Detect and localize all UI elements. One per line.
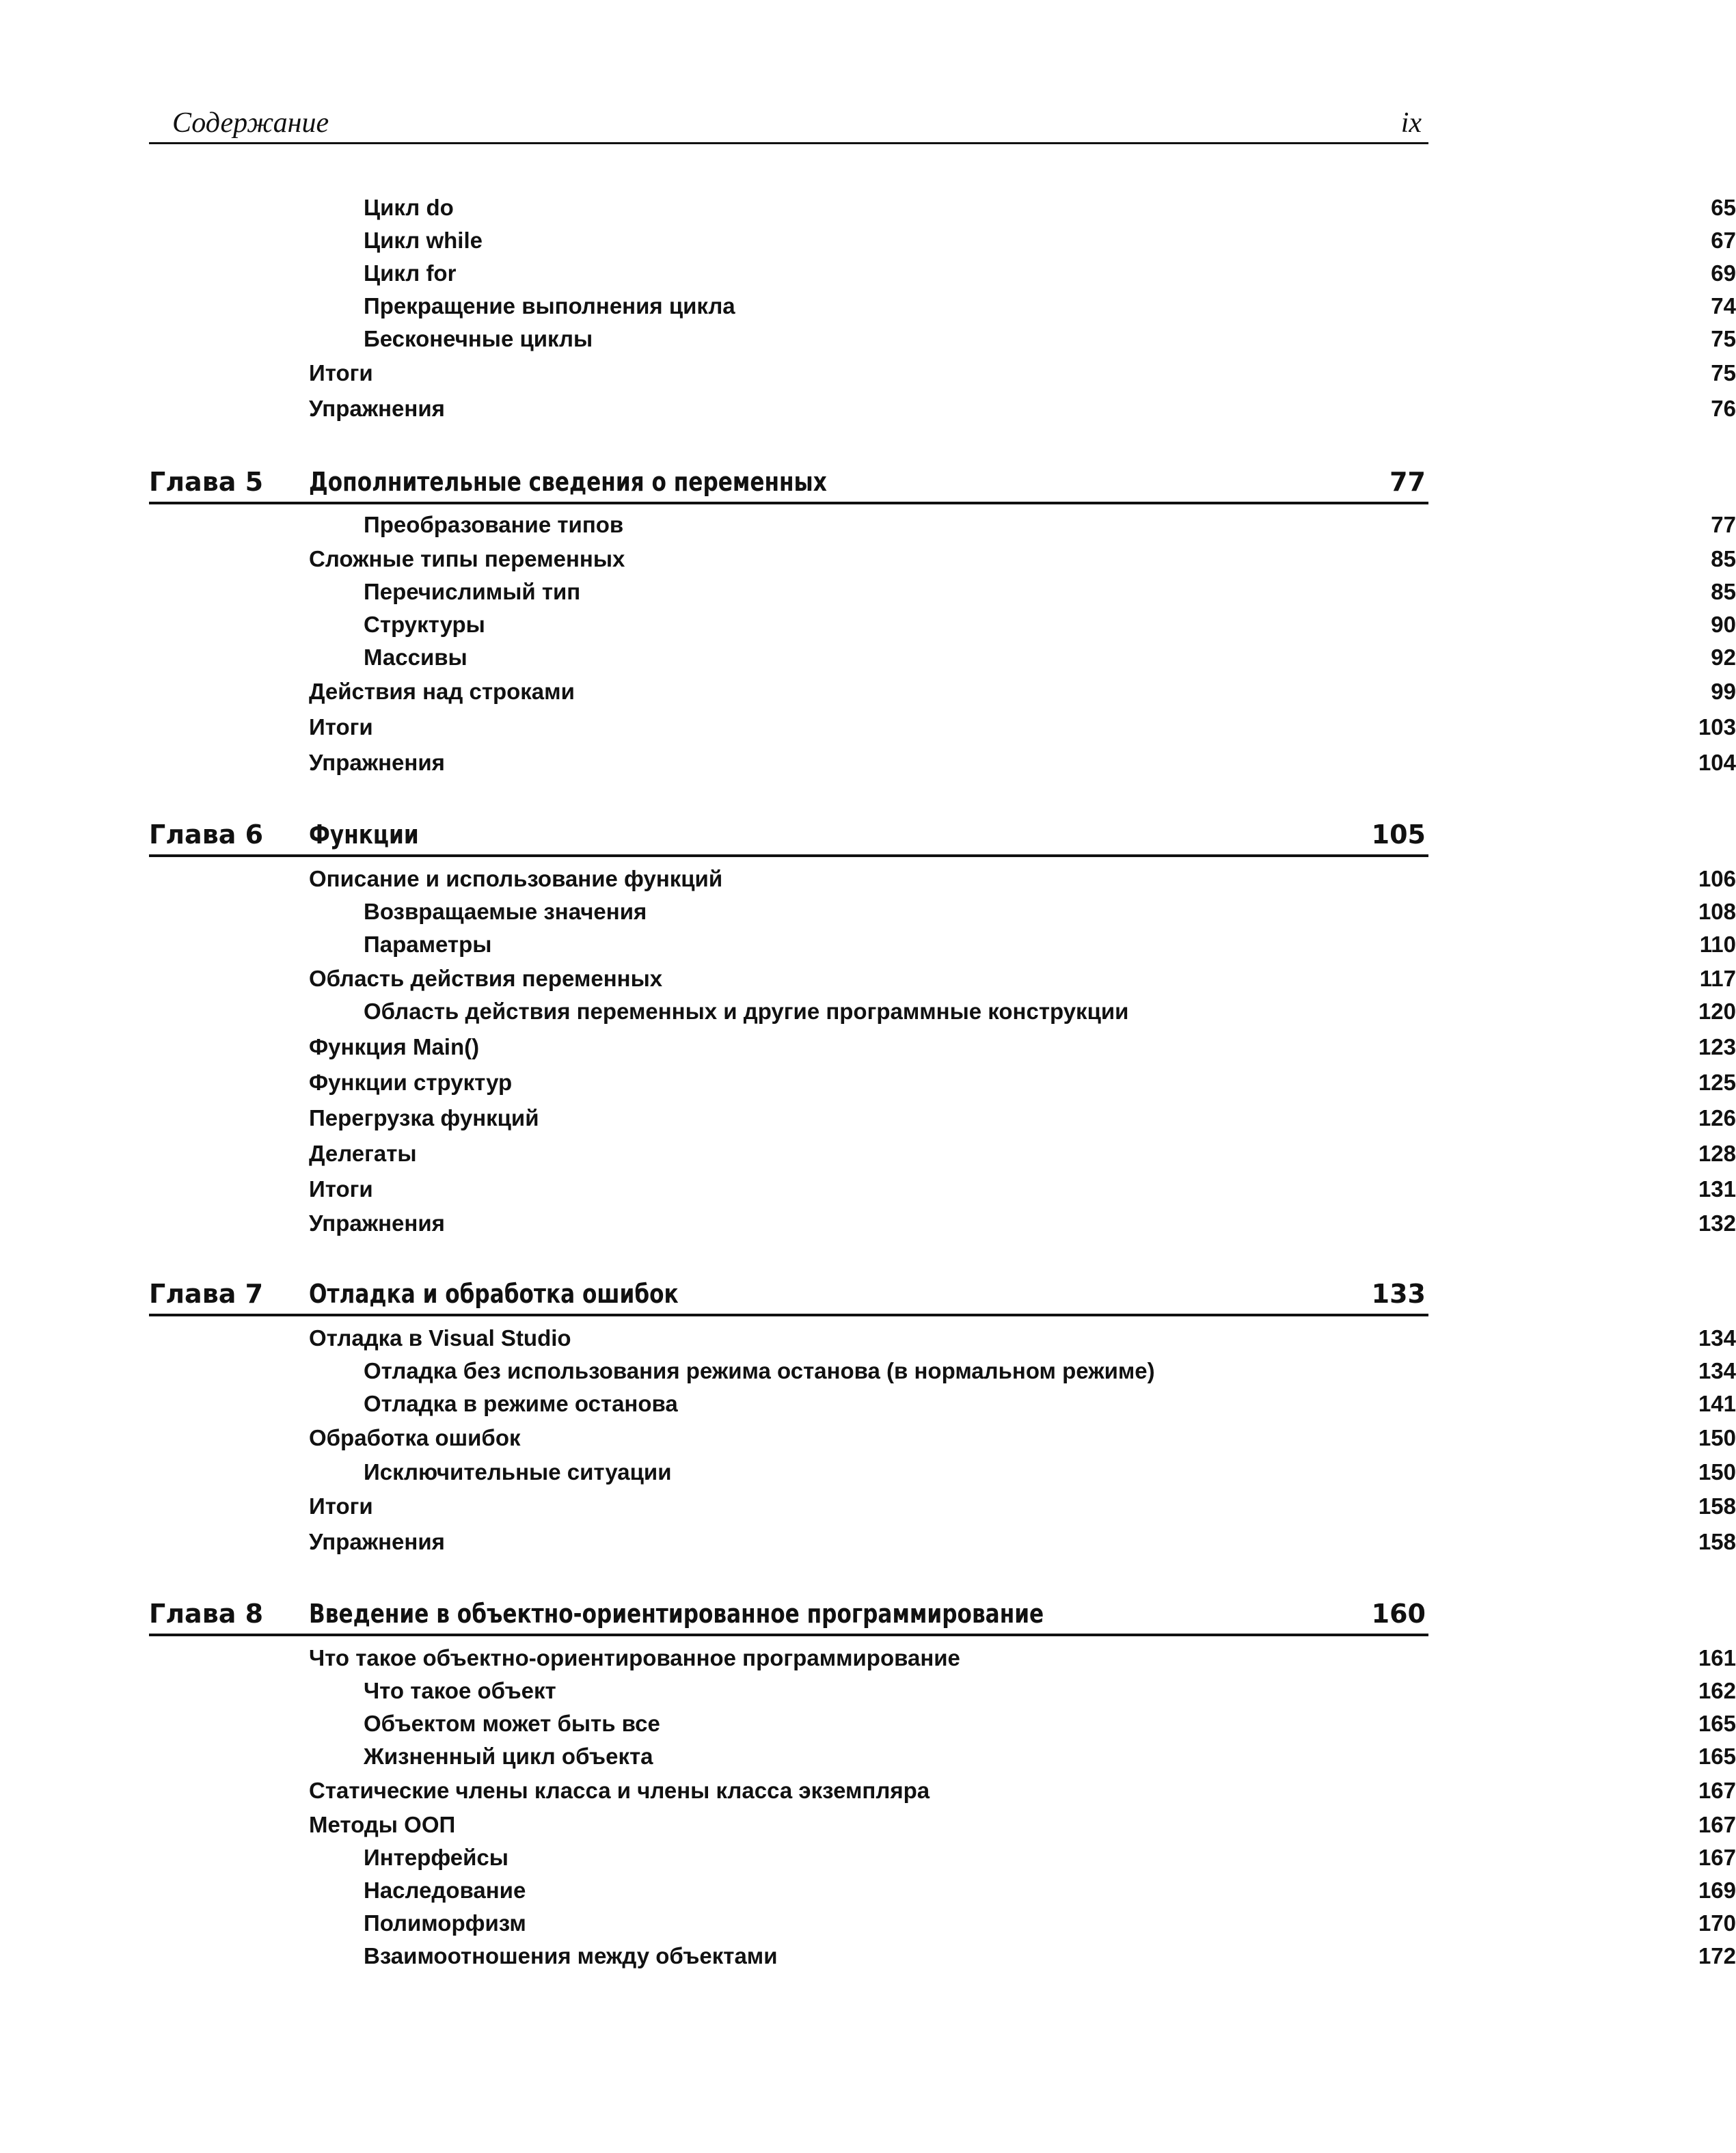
- toc-entry: [309, 962, 1736, 995]
- toc-entry-page: 167: [1698, 1778, 1736, 1803]
- toc-entry-title: Итоги: [309, 360, 373, 385]
- toc-entry-page: 77: [1711, 512, 1736, 537]
- toc-entry-title: Цикл for: [364, 260, 457, 286]
- toc-entry-page: 108: [1698, 899, 1736, 924]
- toc-entry: [309, 1031, 1736, 1064]
- toc-entry-title: Упражнения: [309, 750, 445, 775]
- toc-entry-title: Исключительные ситуации: [364, 1459, 672, 1485]
- toc-entry: [364, 641, 1736, 674]
- running-header-title: Содержание: [172, 107, 329, 139]
- toc-entry: [309, 1102, 1736, 1135]
- toc-entry-page: 161: [1698, 1645, 1736, 1670]
- toc-entry: [309, 1207, 1736, 1240]
- toc-entry: [309, 746, 1736, 779]
- toc-entry: [364, 1456, 1736, 1489]
- toc-entry-title: Структуры: [364, 612, 485, 637]
- chapter-number: Глава 5: [149, 467, 264, 497]
- toc-entry: [364, 928, 1736, 961]
- toc-entry-title: Упражнения: [309, 1210, 445, 1236]
- toc-entry: [364, 895, 1736, 928]
- toc-entry: [364, 257, 1736, 290]
- toc-entry: [364, 509, 1736, 541]
- toc-entry-title: Область действия переменных: [309, 966, 663, 991]
- toc-entry-page: 131: [1698, 1176, 1736, 1202]
- toc-entry-title: Описание и использование функций: [309, 866, 723, 891]
- toc-entry-title: Интерфейсы: [364, 1845, 508, 1870]
- chapter-page: 160: [1371, 1599, 1426, 1629]
- toc-entry: [364, 995, 1736, 1028]
- toc-entry-page: 158: [1698, 1493, 1736, 1519]
- toc-entry-title: Отладка в режиме останова: [364, 1391, 678, 1416]
- toc-entry-title: Методы ООП: [309, 1812, 456, 1837]
- toc-entry-title: Возвращаемые значения: [364, 899, 647, 924]
- toc-entry: [364, 290, 1736, 323]
- toc-entry-page: 75: [1711, 326, 1736, 351]
- toc-entry-page: 104: [1698, 750, 1736, 775]
- chapter-title: Отладка и обработка ошибок: [309, 1279, 679, 1309]
- toc-entry: [309, 1322, 1736, 1355]
- toc-entry-page: 165: [1698, 1711, 1736, 1736]
- toc-entry-page: 85: [1711, 546, 1736, 571]
- toc-entry-page: 75: [1711, 360, 1736, 385]
- toc-entry-page: 90: [1711, 612, 1736, 637]
- toc-entry: [364, 1707, 1736, 1740]
- toc-entry: [309, 675, 1736, 708]
- toc-entry-page: 92: [1711, 645, 1736, 670]
- toc-entry-page: 132: [1698, 1210, 1736, 1236]
- toc-entry: [364, 191, 1736, 224]
- toc-entry-page: 150: [1698, 1459, 1736, 1485]
- toc-entry: [364, 224, 1736, 257]
- toc-entry-page: 134: [1698, 1325, 1736, 1351]
- toc-entry-title: Отладка в Visual Studio: [309, 1325, 571, 1351]
- toc-entry-title: Преобразование типов: [364, 512, 624, 537]
- toc-entry-title: Действия над строками: [309, 679, 575, 704]
- toc-entry: [364, 1907, 1736, 1940]
- toc-entry-page: 158: [1698, 1529, 1736, 1554]
- toc-entry-page: 128: [1698, 1141, 1736, 1166]
- toc-entry-page: 65: [1711, 195, 1736, 220]
- toc-entry-title: Сложные типы переменных: [309, 546, 625, 571]
- toc-entry: [364, 1841, 1736, 1874]
- toc-entry: [364, 1740, 1736, 1773]
- toc-entry-page: 125: [1698, 1070, 1736, 1095]
- toc-entry-title: Обработка ошибок: [309, 1425, 521, 1450]
- toc-entry: [309, 543, 1736, 576]
- toc-entry-title: Отладка без использования режима останова (в нормальном режиме): [364, 1358, 1155, 1383]
- toc-entry-page: 67: [1711, 228, 1736, 253]
- toc-entry-page: 172: [1698, 1943, 1736, 1968]
- toc-entry: [364, 1675, 1736, 1707]
- chapter-number: Глава 7: [149, 1279, 264, 1309]
- toc-entry-title: Что такое объект: [364, 1678, 556, 1703]
- toc-entry-page: 117: [1699, 966, 1736, 991]
- toc-entry: [364, 608, 1736, 641]
- chapter-title: Введение в объектно-ориентированное программирование: [309, 1599, 1044, 1629]
- toc-entry: [309, 1774, 1736, 1807]
- toc-entry-page: 150: [1698, 1425, 1736, 1450]
- toc-entry-title: Итоги: [309, 1176, 373, 1202]
- toc-entry-page: 165: [1698, 1744, 1736, 1769]
- toc-entry-page: 169: [1698, 1878, 1736, 1903]
- toc-entry: [364, 576, 1736, 608]
- toc-entry-title: Параметры: [364, 932, 492, 957]
- toc-entry-title: Функции структур: [309, 1070, 513, 1095]
- toc-entry-title: Упражнения: [309, 396, 445, 421]
- toc-entry: [309, 863, 1736, 895]
- toc-entry-title: Взаимоотношения между объектами: [364, 1943, 778, 1968]
- toc-entry-page: 170: [1698, 1910, 1736, 1936]
- toc-entry: [364, 1387, 1736, 1420]
- toc-entry: [309, 1642, 1736, 1675]
- toc-entry-page: 120: [1698, 999, 1736, 1024]
- toc-entry-title: Бесконечные циклы: [364, 326, 593, 351]
- toc-entry-page: 162: [1698, 1678, 1736, 1703]
- toc-entry-page: 103: [1698, 714, 1736, 740]
- toc-entry-page: 110: [1699, 932, 1736, 957]
- toc-entry-title: Массивы: [364, 645, 467, 670]
- toc-entry-title: Что такое объектно-ориентированное программирование: [309, 1645, 960, 1670]
- chapter-page: 77: [1389, 467, 1426, 497]
- chapter-heading: [149, 1275, 1428, 1316]
- chapter-page: 105: [1371, 820, 1426, 850]
- toc-entry: [364, 1940, 1736, 1973]
- toc-entry-page: 134: [1698, 1358, 1736, 1383]
- toc-entry: [309, 357, 1736, 390]
- chapter-page: 133: [1371, 1279, 1426, 1309]
- chapter-number: Глава 6: [149, 820, 264, 850]
- toc-entry-title: Область действия переменных и другие программные конструкции: [364, 999, 1129, 1024]
- toc-entry: [309, 1422, 1736, 1454]
- toc-entry-page: 74: [1711, 293, 1736, 319]
- chapter-heading: [149, 816, 1428, 857]
- toc-entry-title: Объектом может быть все: [364, 1711, 660, 1736]
- toc-entry-page: 85: [1711, 579, 1736, 604]
- toc-entry: [309, 1526, 1736, 1558]
- chapter-heading: [149, 463, 1428, 504]
- toc-entry: [309, 1066, 1736, 1099]
- toc-entry-title: Жизненный цикл объекта: [364, 1744, 653, 1769]
- toc-entry-page: 123: [1698, 1034, 1736, 1059]
- toc-entry-title: Перегрузка функций: [309, 1105, 539, 1130]
- toc-entry-title: Статические члены класса и члены класса экземпляра: [309, 1778, 930, 1803]
- toc-entry-page: 106: [1698, 866, 1736, 891]
- toc-entry-title: Итоги: [309, 1493, 373, 1519]
- chapter-title: Дополнительные сведения о переменных: [309, 467, 827, 497]
- toc-entry: [309, 1173, 1736, 1206]
- chapter-title: Функции: [309, 820, 419, 850]
- toc-entry-page: 126: [1698, 1105, 1736, 1130]
- chapter-number: Глава 8: [149, 1599, 264, 1629]
- toc-entry-page: 167: [1698, 1845, 1736, 1870]
- toc-entry: [364, 1874, 1736, 1907]
- toc-entry-page: 99: [1711, 679, 1736, 704]
- toc-entry: [309, 1137, 1736, 1170]
- toc-entry-title: Цикл while: [364, 228, 483, 253]
- toc-entry-page: 69: [1711, 260, 1736, 286]
- running-header-page-number: ix: [1400, 107, 1422, 139]
- toc-entry: [309, 711, 1736, 744]
- toc-entry-page: 76: [1711, 396, 1736, 421]
- toc-entry-title: Перечислимый тип: [364, 579, 581, 604]
- toc-entry: [364, 1355, 1736, 1387]
- toc-entry: [364, 323, 1736, 355]
- toc-entry-title: Прекращение выполнения цикла: [364, 293, 735, 319]
- toc-entry-title: Упражнения: [309, 1529, 445, 1554]
- toc-entry-title: Итоги: [309, 714, 373, 740]
- toc-entry: [309, 1809, 1736, 1841]
- toc-entry-page: 167: [1698, 1812, 1736, 1837]
- toc-entry-title: Делегаты: [309, 1141, 417, 1166]
- toc-entry-title: Функция Main(): [309, 1034, 480, 1059]
- toc-entry-page: 141: [1698, 1391, 1736, 1416]
- toc-entry-title: Полиморфизм: [364, 1910, 526, 1936]
- toc-entry-title: Цикл do: [364, 195, 454, 220]
- running-header: [149, 103, 1428, 144]
- toc-entry-title: Наследование: [364, 1878, 526, 1903]
- toc-entry: [309, 392, 1736, 425]
- chapter-heading: [149, 1595, 1428, 1636]
- toc-entry: [309, 1490, 1736, 1523]
